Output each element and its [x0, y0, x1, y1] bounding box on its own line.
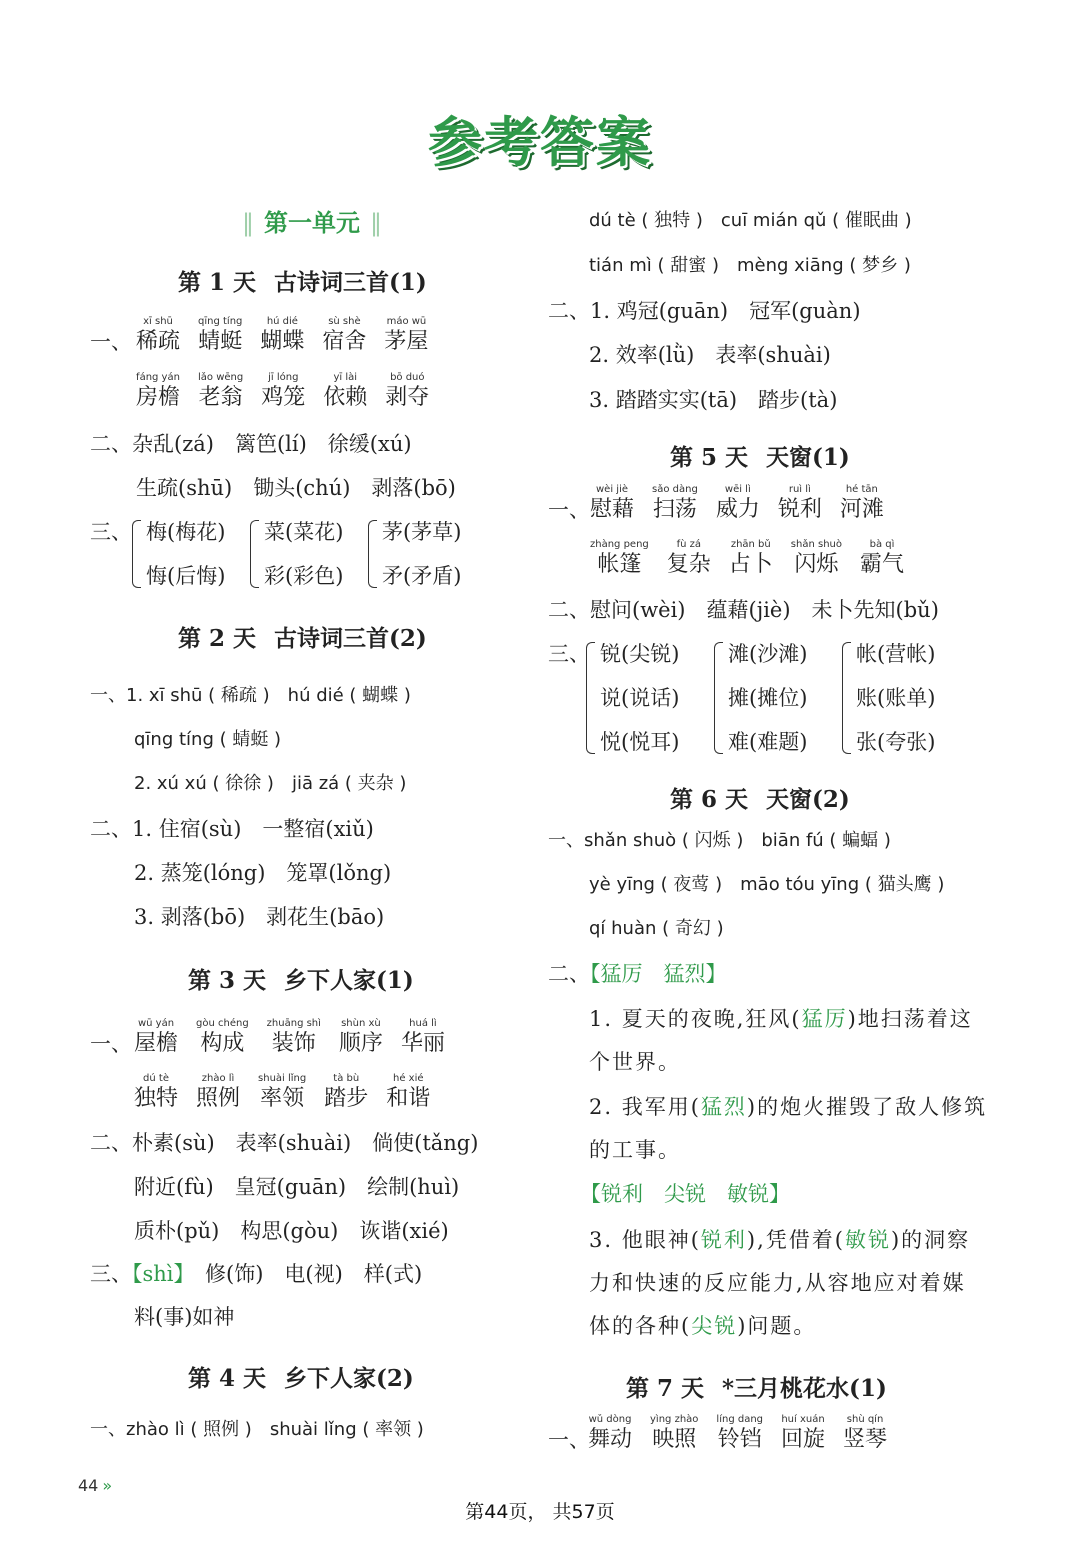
pinyin-word	[791, 539, 842, 579]
hanzi-word: 装饰	[271, 1031, 316, 1056]
hanzi-word: 复杂	[666, 552, 711, 577]
day-6-heading: 第 6 天 天窗(2)	[670, 786, 850, 813]
hanzi-word: 照例	[196, 1086, 241, 1111]
hanzi-word: 宿舍	[322, 329, 367, 354]
pinyin-annotation: yī lài	[333, 372, 358, 383]
pinyin-annotation: sù shè	[328, 316, 361, 327]
hanzi-word: 霸气	[860, 552, 905, 577]
day-5-heading: 第 5 天 天窗(1)	[670, 444, 850, 471]
hanzi-word: 舞动	[588, 1427, 633, 1452]
pinyin-annotation: wèi jiè	[596, 484, 628, 495]
hanzi-word: 竖琴	[843, 1427, 888, 1452]
brace-item: 梅(梅花)	[146, 520, 226, 544]
day-7-heading: 第 7 天 *三月桃花水(1)	[626, 1375, 887, 1402]
page-footer: 第44页， 共57页	[465, 1501, 615, 1523]
pinyin-word	[136, 316, 180, 356]
hanzi-word: 河滩	[839, 497, 884, 522]
d1-pinyin-row-2	[136, 372, 447, 412]
page-title: 参考答案	[428, 111, 652, 174]
pinyin-word	[324, 1073, 368, 1113]
pinyin-annotation: máo wū	[386, 316, 427, 327]
hanzi-word: 和谐	[386, 1086, 431, 1111]
pinyin-annotation: shùn xù	[341, 1018, 381, 1029]
d6-line-2: yè yīng ( 夜莺 ) māo tóu yīng ( 猫头鹰 )	[589, 874, 945, 895]
hanzi-word: 闪烁	[794, 552, 839, 577]
pinyin-word	[385, 372, 429, 412]
hanzi-word: 慰藉	[590, 497, 635, 522]
brace-mark	[132, 520, 141, 588]
hanzi-word: 回旋	[781, 1427, 826, 1452]
d7-section-1-marker: 一、	[548, 1428, 590, 1452]
pinyin-word	[260, 316, 304, 356]
hanzi-word: 踏步	[324, 1086, 369, 1111]
d5-line-2: 二、慰问(wèi) 蕴藉(jiè) 未卜先知(bǔ)	[548, 598, 939, 622]
pinyin-annotation: zhàng peng	[590, 539, 649, 550]
hanzi-word: 帐篷	[597, 552, 642, 577]
double-chevron-icon: »	[102, 1476, 113, 1495]
pinyin-annotation: hú dié	[266, 316, 298, 327]
pinyin-word	[339, 1018, 383, 1058]
pinyin-word	[729, 539, 773, 579]
pinyin-annotation: bà qì	[869, 539, 895, 550]
day-4-heading: 第 4 天 乡下人家(2)	[188, 1365, 414, 1392]
r-line-3: 二、1. 鸡冠(guān) 冠军(guàn)	[548, 299, 861, 323]
d6-sentence-3a: 3. 他眼神(锐利),凭借着(敏锐)的洞察	[589, 1228, 971, 1252]
d6-sentence-3b: 力和快速的反应能力,从容地应对着媒	[589, 1271, 966, 1295]
d3-line-4: 三、【shì】 修(饰) 电(视) 样(式)	[90, 1262, 423, 1286]
brace-item: 张(夸张)	[856, 730, 936, 754]
pinyin-annotation: wēi lì	[724, 484, 751, 495]
d2-line-3: 2. xú xú ( 徐徐 ) jiā zá ( 夹杂 )	[134, 773, 407, 794]
pinyin-word	[196, 1073, 240, 1113]
pinyin-word	[267, 1018, 321, 1058]
hanzi-word: 蜻蜓	[198, 329, 243, 354]
d4-line-1: 一、zhào lì ( 照例 ) shuài lǐng ( 率领 )	[90, 1419, 424, 1440]
pinyin-word	[198, 372, 243, 412]
d6-sentence-2b: 的工事。	[589, 1138, 681, 1162]
pinyin-annotation: yìng zhào	[650, 1414, 699, 1425]
pinyin-word	[590, 484, 634, 524]
d2-line-1: 一、1. xī shū ( 稀疏 ) hú dié ( 蝴蝶 )	[90, 685, 411, 706]
hanzi-word: 独特	[134, 1086, 179, 1111]
brace-item: 悔(后悔)	[146, 564, 226, 588]
d2-line-6: 3. 剥落(bō) 剥花生(bāo)	[134, 905, 385, 929]
brace-item: 彩(彩色)	[264, 564, 344, 588]
pinyin-annotation: zhào lì	[201, 1073, 235, 1084]
pinyin-annotation: zhān bǔ	[730, 539, 771, 550]
pinyin-word	[401, 1018, 445, 1058]
hanzi-word: 铃铛	[717, 1427, 762, 1452]
hanzi-word: 构成	[200, 1031, 245, 1056]
d1-section-1-marker: 一、	[90, 330, 132, 354]
d6-sentence-3c: 体的各种(尖锐)问题。	[589, 1314, 817, 1338]
page-number: 44 »	[78, 1476, 113, 1495]
hanzi-word: 蝴蝶	[260, 329, 305, 354]
pinyin-word	[386, 1073, 430, 1113]
d2-line-5: 2. 蒸笼(lóng) 笼罩(lǒng)	[134, 861, 392, 885]
pinyin-word	[384, 316, 428, 356]
pinyin-word	[843, 1414, 887, 1454]
hanzi-word: 屋檐	[134, 1031, 179, 1056]
pinyin-word	[667, 539, 711, 579]
d5-pinyin-row-1	[590, 484, 902, 524]
pinyin-annotation: ruì lì	[788, 484, 811, 495]
hanzi-word: 占卜	[728, 552, 773, 577]
hanzi-word: 茅屋	[384, 329, 429, 354]
pinyin-word	[258, 1073, 306, 1113]
pinyin-word	[323, 372, 367, 412]
pinyin-annotation: tà bù	[333, 1073, 360, 1084]
hanzi-word: 依赖	[323, 385, 368, 410]
hanzi-word: 华丽	[400, 1031, 445, 1056]
hanzi-word: 老翁	[198, 385, 243, 410]
r-line-2: tián mì ( 甜蜜 ) mèng xiāng ( 梦乡 )	[589, 255, 911, 276]
pinyin-annotation: shǎn shuò	[790, 539, 842, 550]
brace-mark	[368, 520, 377, 588]
pinyin-word	[134, 1018, 178, 1058]
brace-item: 摊(摊位)	[728, 686, 808, 710]
r-line-5: 3. 踏踏实实(tā) 踏步(tà)	[589, 388, 838, 412]
d2-line-2: qīng tíng ( 蜻蜓 )	[134, 729, 282, 750]
day-2-heading: 第 2 天 古诗词三首(2)	[178, 625, 427, 652]
d3-section-1-marker: 一、	[90, 1032, 132, 1056]
d3-line-3: 质朴(pǔ) 构思(gòu) 诙谐(xié)	[134, 1219, 449, 1243]
d1-line-2b: 生疏(shū) 锄头(chú) 剥落(bō)	[136, 476, 456, 500]
r-line-4: 2. 效率(lǜ) 表率(shuài)	[589, 343, 831, 367]
r-line-1: dú tè ( 独特 ) cuī mián qǔ ( 催眠曲 )	[589, 210, 912, 231]
pinyin-word	[590, 539, 649, 579]
brace-item: 菜(菜花)	[264, 520, 344, 544]
pinyin-word	[716, 1414, 763, 1454]
pinyin-annotation: lǎo wēng	[198, 372, 244, 383]
d3-line-5: 料(事)如神	[134, 1305, 235, 1329]
hanzi-word: 锐利	[777, 497, 822, 522]
hanzi-word: 稀疏	[136, 329, 181, 354]
brace-mark	[250, 520, 259, 588]
d6-sentence-1a: 1. 夏天的夜晚,狂风(猛厉)地扫荡着这	[589, 1007, 973, 1031]
d6-sentence-1b: 个世界。	[589, 1050, 681, 1074]
pinyin-word	[652, 484, 698, 524]
pinyin-annotation: qīng tíng	[198, 316, 243, 327]
brace-item: 锐(尖锐)	[600, 642, 680, 666]
d3-pinyin-row-1	[134, 1018, 463, 1058]
d2-line-4: 二、1. 住宿(sù) 一整宿(xiǔ)	[90, 817, 374, 841]
d3-pinyin-row-2	[134, 1073, 448, 1113]
pinyin-word	[840, 484, 884, 524]
d5-pinyin-row-2	[590, 539, 922, 579]
pinyin-annotation: líng dang	[716, 1414, 764, 1425]
brace-item: 账(账单)	[856, 686, 936, 710]
brace-mark	[842, 642, 851, 754]
pinyin-word	[860, 539, 904, 579]
brace-item: 难(难题)	[728, 730, 808, 754]
pinyin-annotation: dú tè	[143, 1073, 169, 1084]
hanzi-word: 映照	[652, 1427, 697, 1452]
d6-line-4: 二、【猛厉 猛烈】	[548, 962, 727, 986]
pinyin-annotation: huí xuán	[781, 1414, 825, 1425]
day-3-heading: 第 3 天 乡下人家(1)	[188, 967, 414, 994]
brace-item: 悦(悦耳)	[600, 730, 680, 754]
brace-item: 矛(矛盾)	[382, 564, 462, 588]
d3-line-2: 附近(fù) 皇冠(guān) 绘制(huì)	[134, 1175, 460, 1199]
unit-heading: ‖ 第一单元 ‖	[242, 209, 382, 237]
pinyin-word	[134, 1073, 178, 1113]
hanzi-word: 剥夺	[385, 385, 430, 410]
pinyin-annotation: wū yán	[137, 1018, 175, 1029]
d7-pinyin-row-1	[588, 1414, 905, 1454]
brace-mark	[714, 642, 723, 754]
brace-mark	[586, 642, 595, 754]
brace-item: 滩(沙滩)	[728, 642, 808, 666]
pinyin-word	[136, 372, 180, 412]
pinyin-word	[261, 372, 305, 412]
pinyin-annotation: fù zá	[676, 539, 701, 550]
brace-item: 说(说话)	[600, 686, 680, 710]
pinyin-annotation: huá lì	[409, 1018, 437, 1029]
d5-section-1-marker: 一、	[548, 498, 590, 522]
pinyin-word	[650, 1414, 698, 1454]
pinyin-annotation: wǔ dòng	[588, 1414, 632, 1425]
brace-item: 帐(营帐)	[856, 642, 936, 666]
pinyin-annotation: sǎo dàng	[652, 484, 698, 495]
pinyin-word	[778, 484, 822, 524]
d6-sentence-2a: 2. 我军用(猛烈)的炮火摧毁了敌人修筑	[589, 1095, 988, 1119]
d3-line-1: 二、朴素(sù) 表率(shuài) 倘使(tǎng)	[90, 1131, 479, 1155]
d6-keywords-2: 【锐利 尖锐 敏锐】	[580, 1182, 790, 1206]
pinyin-annotation: gòu chéng	[196, 1018, 249, 1029]
pinyin-annotation: shù qín	[846, 1414, 884, 1425]
pinyin-annotation: shuài lǐng	[258, 1073, 307, 1084]
d5-section-3-marker: 三、	[548, 642, 590, 666]
hanzi-word: 扫荡	[652, 497, 697, 522]
pinyin-word	[198, 316, 242, 356]
pinyin-annotation: fáng yán	[136, 372, 180, 383]
d6-line-1: 一、shǎn shuò ( 闪烁 ) biān fú ( 蝙蝠 )	[548, 830, 891, 851]
d1-section-3-marker: 三、	[90, 520, 132, 544]
d1-pinyin-row-1	[136, 316, 446, 356]
hanzi-word: 鸡笼	[261, 385, 306, 410]
hanzi-word: 威力	[715, 497, 760, 522]
d6-line-3: qí huàn ( 奇幻 )	[589, 918, 724, 939]
pinyin-annotation: zhuāng shì	[266, 1018, 321, 1029]
pinyin-annotation: jī lóng	[268, 372, 299, 383]
pinyin-annotation: xī shū	[143, 316, 173, 327]
pinyin-word	[322, 316, 366, 356]
pinyin-word	[196, 1018, 249, 1058]
pinyin-word	[781, 1414, 825, 1454]
pinyin-annotation: bō duó	[390, 372, 425, 383]
pinyin-annotation: hé tān	[845, 484, 878, 495]
hanzi-word: 率领	[260, 1086, 305, 1111]
d1-line-2a: 二、杂乱(zá) 篱笆(lí) 徐缓(xú)	[90, 432, 412, 456]
pinyin-word	[716, 484, 760, 524]
brace-item: 茅(茅草)	[382, 520, 462, 544]
hanzi-word: 房檐	[136, 385, 181, 410]
hanzi-word: 顺序	[338, 1031, 383, 1056]
pinyin-word	[588, 1414, 632, 1454]
pinyin-annotation: hé xié	[393, 1073, 424, 1084]
day-1-heading: 第 1 天 古诗词三首(1)	[178, 269, 427, 296]
